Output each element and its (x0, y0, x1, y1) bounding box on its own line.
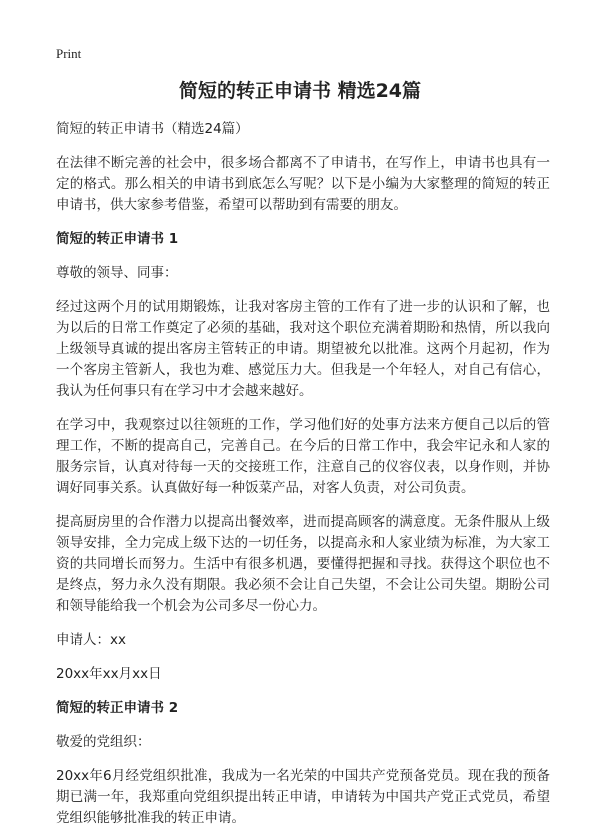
page-title: 简短的转正申请书 精选24篇 (178, 80, 422, 102)
greeting-2: 敬爱的党组织： (56, 734, 151, 750)
body-paragraph-2-1: 20xx年6月经党组织批准，我成为一名光荣的中国共产党预备党员。现在我的预备期已满一年，我郑重向党组织提出转正申请，申请转为中国共产党正式党员，希望党组织能够批准我的转正申请。 (56, 768, 550, 826)
body-paragraph-1-3: 提高厨房里的合作潜力以提高出餐效率，进而提高顾客的满意度。无条件服从上级领导安排，全力完成上级下达的一切任务，以提高永和人家业绩为标准，为大家工资的共同增长而努力。生活中有很多机遇，要懂得把握和寻找。获得这个职位也不是终点，努力永久没有期限。我必须不会让自己失望，不会让公司失望。期盼公司和领导能给我一个机会为公司多尽一份心力。 (56, 514, 550, 614)
section-heading-1: 简短的转正申请书 1 (56, 231, 179, 247)
document-body (56, 119, 550, 828)
body-paragraph-1-1: 经过这两个月的试用期锻炼，让我对客房主管的工作有了进一步的认识和了解，也为以后的日常工作奠定了必须的基础，我对这个职位充满着期盼和热情，所以我向上级领导真诚的提出客房主管转正的申请。期望被允以批准。这两个月起初，作为一个客房主管新人，我也为难、感觉压力大。但我是一个年轻人，对自己有信心，我认为任何事只有在学习中才会越来越好。 (56, 299, 550, 399)
intro-paragraph: 在法律不断完善的社会中，很多场合都离不了申请书，在写作上，申请书也具有一定的格式。那么相关的申请书到底怎么写呢？以下是小编为大家整理的简短的转正申请书，供大家参考借鉴，希望可以帮助到有需要的朋友。 (56, 155, 550, 213)
subtitle: 简短的转正申请书（精选24篇） (56, 121, 249, 137)
greeting-1: 尊敬的领导、同事： (56, 265, 178, 281)
applicant-line: 申请人：xx (56, 632, 126, 648)
date-line: 20xx年xx月xx日 (56, 666, 162, 682)
print-link[interactable]: Print (56, 46, 82, 61)
section-heading-2: 简短的转正申请书 2 (56, 700, 179, 716)
body-paragraph-1-2: 在学习中，我观察过以往领班的工作，学习他们好的处事方法来方便自己以后的管理工作，不断的提高自己，完善自己。在今后的日常工作中，我会牢记永和人家的服务宗旨，认真对待每一天的交接班工作，注意自己的仪容仪表，以身作则，并协调好同事关系。认真做好每一种饭菜产品，对客人负责，对公司负责。 (56, 417, 550, 496)
